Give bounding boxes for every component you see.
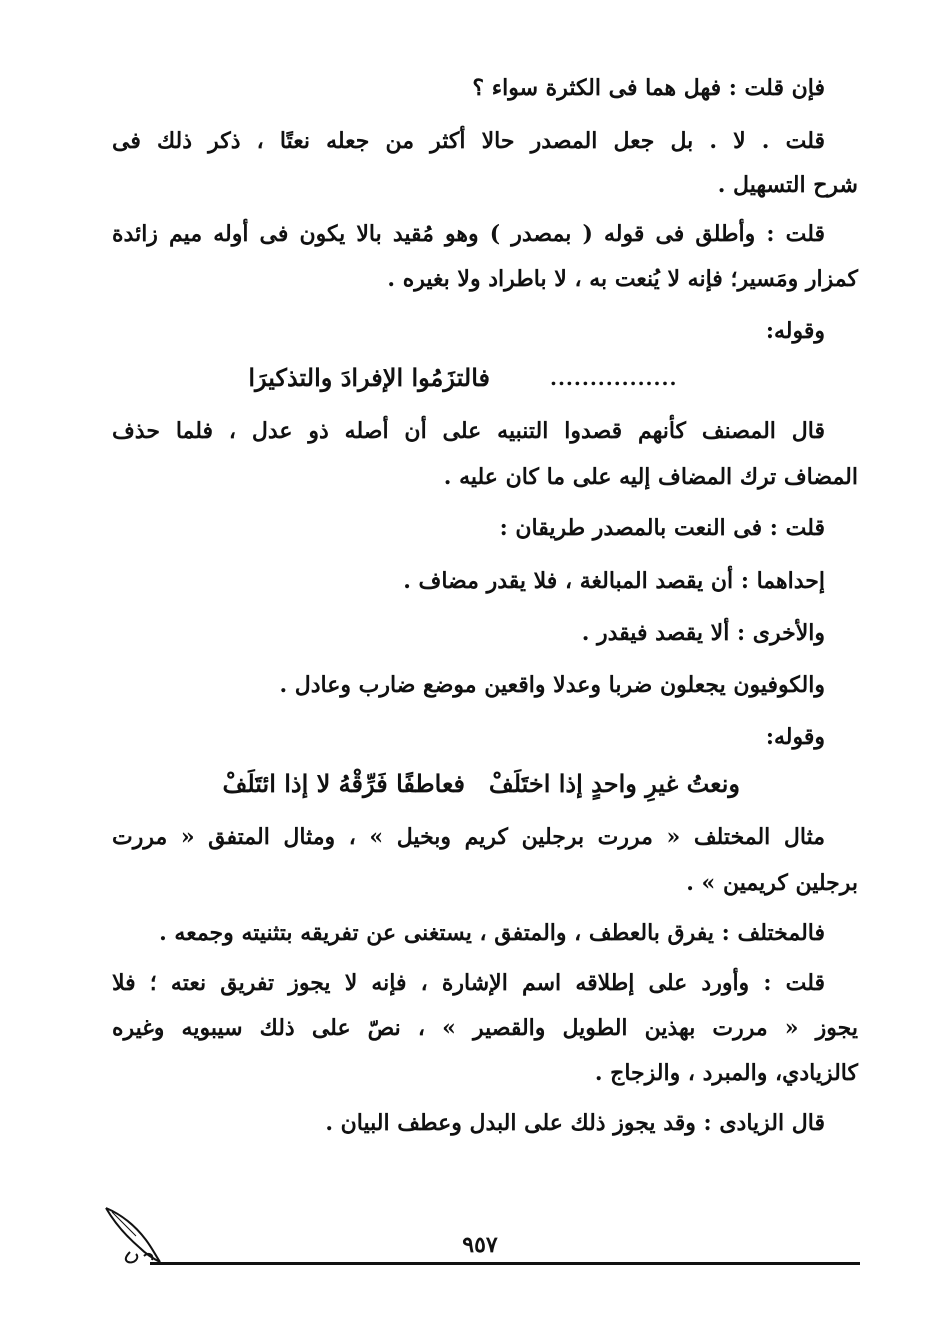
text-line: فإن قلت : فهل هما فى الكثرة سواء ؟ [472,75,825,101]
verse-first-hemistich: ونعتُ غيرِ واحدٍ إذا اختَلَفْ [488,769,740,798]
text-line: برجلين كريمين » . [686,870,858,896]
text-line: يجوز « مررت بهذين الطويل والقصير » ، نصّ على ذلك سيبويه وغيره [112,1015,858,1041]
quill-ornament-icon [100,1200,170,1270]
text-line: وقوله: [765,318,825,344]
verse-hemistich: فالتزَمُوا الإفرادَ والتذكيرَا [248,363,490,392]
verse-second-hemistich: فعاطفًا فَرِّقْهُ لا إذا ائتَلَفْ [222,769,465,798]
text-line: قلت : وأطلق فى قوله ( بمصدر ) وهو مُقيد بالا يكون فى أوله ميم زائدة [112,221,825,247]
text-line: شرح التسهيل . [717,172,858,198]
text-line: مثال المختلف « مررت برجلين كريم وبخيل » ، ومثال المتفق « مررت [112,824,825,850]
text-line: والأخرى : ألا يقصد فيقدر . [581,620,825,646]
text-line: قال المصنف كأنهم قصدوا التنبيه على أن أصله ذو عدل ، فلما حذف [112,418,825,444]
text-line: إحداهما : أن يقصد المبالغة ، فلا يقدر مضاف . [403,568,825,594]
page-number: ٩٥٧ [462,1232,498,1258]
text-line: وقوله: [765,724,825,750]
text-line: كالزيادي، والمبرد ، والزجاج . [594,1060,858,1086]
text-line: المضاف ترك المضاف إليه على ما كان عليه . [443,464,858,490]
verse-dots: ................ [550,366,678,390]
text-line: قال الزيادى : وقد يجوز ذلك على البدل وعطف البيان . [325,1110,825,1136]
footer-rule [150,1262,860,1265]
text-line: قلت : وأورد على إطلاقه اسم الإشارة ، فإنه لا يجوز تفريق نعته ؛ فلا [112,970,825,996]
text-line: كمزار ومَسير؛ فإنه لا يُنعت به ، لا باطراد ولا بغيره . [387,266,858,292]
text-line: قلت : فى النعت بالمصدر طريقان : [499,515,825,541]
text-line: قلت . لا . بل جعل المصدر حالا أكثر من جعله نعتًا ، ذكر ذلك فى [112,128,825,154]
text-line: والكوفيون يجعلون ضربا وعدلا واقعين موضع ضارب وعادل . [279,672,825,698]
text-line: فالمختلف : يفرق بالعطف ، والمتفق ، يستغنى عن تفريقه بتثنيته وجمعه . [159,920,825,946]
